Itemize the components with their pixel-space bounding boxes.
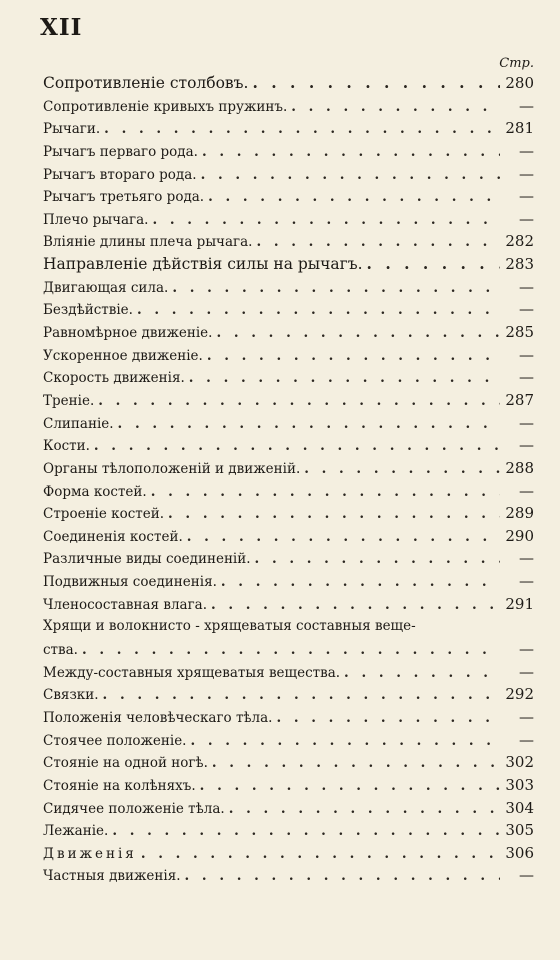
dot-leader xyxy=(212,752,500,775)
dot-leader xyxy=(190,730,500,753)
toc-entry xyxy=(43,525,534,548)
toc-entry-page: — xyxy=(519,345,534,364)
toc-entry-title: Кости. xyxy=(43,438,90,455)
dot-leader xyxy=(208,186,500,209)
toc-entry xyxy=(43,842,534,865)
page-number: XII xyxy=(40,14,83,41)
toc-entry xyxy=(43,344,534,367)
dot-leader xyxy=(172,277,500,300)
toc-entry-page: 280 xyxy=(505,74,534,92)
toc-entry-title: Рычаги. xyxy=(43,121,101,138)
toc-entry-title: Слипаніе. xyxy=(43,415,114,432)
toc-entry xyxy=(43,389,534,412)
dot-leader xyxy=(151,481,500,504)
toc-entry-page: — xyxy=(519,640,534,659)
toc-entry xyxy=(43,276,534,299)
dot-leader xyxy=(344,662,500,685)
toc-entry xyxy=(43,797,534,820)
toc-entry-title: Стоячее положеніе. xyxy=(43,732,187,749)
toc-entry-title: Между-составныя хрящеватыя вещества. xyxy=(43,664,341,681)
dot-leader xyxy=(367,253,500,276)
toc-entry-title: Членосоставная влага. xyxy=(43,596,207,613)
toc-entry-page: — xyxy=(519,662,534,681)
toc-entry xyxy=(43,683,534,706)
toc-entry xyxy=(43,230,534,253)
dot-leader xyxy=(118,413,500,436)
dot-leader xyxy=(137,299,500,322)
dot-leader xyxy=(202,141,500,164)
toc-entry xyxy=(43,366,534,389)
toc-entry-title: Рычагъ третьяго рода. xyxy=(43,189,205,206)
toc-entry-title: Органы тѣлоположеній и движеній. xyxy=(43,460,301,477)
dot-leader xyxy=(112,820,500,843)
toc-entry-page: 285 xyxy=(505,323,534,342)
toc-entry-title: Сидячее положеніе тѣла. xyxy=(43,800,225,817)
toc-entry-page: — xyxy=(519,277,534,296)
dot-leader xyxy=(98,390,500,413)
dot-leader xyxy=(291,96,500,119)
dot-leader xyxy=(185,865,500,888)
toc-entry xyxy=(43,321,534,344)
toc-entry-page: 283 xyxy=(505,255,534,274)
toc-entry-title: Различные виды соединеній. xyxy=(43,551,251,568)
toc-entry-page: — xyxy=(519,96,534,115)
dot-leader xyxy=(276,707,500,730)
dot-leader xyxy=(152,209,500,232)
toc-entry-page: 289 xyxy=(505,504,534,523)
dot-leader xyxy=(141,843,500,866)
toc-entry-page: 290 xyxy=(505,526,534,545)
toc-entry-page: 305 xyxy=(505,821,534,840)
dot-leader xyxy=(216,322,500,345)
toc-entry-title: Сопротивленіе кривыхъ пружинъ. xyxy=(43,98,288,115)
toc-entry-page: 292 xyxy=(505,685,534,704)
dot-leader xyxy=(104,118,500,141)
toc-entry xyxy=(43,729,534,752)
toc-entry-page: 288 xyxy=(505,458,534,477)
dot-leader xyxy=(256,231,500,254)
dot-leader xyxy=(221,571,500,594)
toc-entry xyxy=(43,864,534,887)
toc-entry-title: Связки. xyxy=(43,687,99,704)
toc-entry-page: 306 xyxy=(505,843,534,862)
toc-entry-title: Двигающая сила. xyxy=(43,279,169,296)
toc-entry xyxy=(43,638,534,661)
page-column-header: Стр. xyxy=(499,56,534,71)
dot-leader xyxy=(82,639,500,662)
toc-entry xyxy=(43,298,534,321)
toc-entry-title: Положенія человѣческаго тѣла. xyxy=(43,709,273,726)
toc-entry-title: Лежаніе. xyxy=(43,823,109,840)
toc-entry-title: Соединенія костей. xyxy=(43,528,183,545)
toc-entry-title: Бездѣйствіе. xyxy=(43,302,133,319)
toc-entry xyxy=(43,163,534,186)
toc-entry-title: Сопротивленіе столбовъ. xyxy=(43,74,249,92)
toc-entry-page: — xyxy=(519,300,534,319)
toc-entry-page: — xyxy=(519,481,534,500)
toc-entry-page: 304 xyxy=(505,798,534,817)
toc-entry-page: — xyxy=(519,141,534,160)
toc-entry-title: Стояніе на одной ногѣ. xyxy=(43,755,208,772)
toc-entry xyxy=(43,751,534,774)
dot-leader xyxy=(200,775,500,798)
toc-entry xyxy=(43,819,534,842)
dot-leader xyxy=(187,526,500,549)
dot-leader xyxy=(211,594,500,617)
toc-entry-page: 291 xyxy=(505,594,534,613)
toc-entry-title: Форма костей. xyxy=(43,483,147,500)
toc-entry-title: Рычагъ втораго рода. xyxy=(43,166,197,183)
dot-leader xyxy=(168,503,500,526)
dot-leader xyxy=(304,458,500,481)
toc-entry-title: Плечо рычага. xyxy=(43,211,149,228)
dot-leader xyxy=(207,345,500,368)
toc-entry-page: — xyxy=(519,866,534,885)
toc-entry xyxy=(43,661,534,684)
toc-entry-page: — xyxy=(519,436,534,455)
toc-entry xyxy=(43,480,534,503)
toc-entry-title: Вліяніе длины плеча рычага. xyxy=(43,234,253,251)
toc-entry-page: — xyxy=(519,549,534,568)
toc-entry-page: 303 xyxy=(505,775,534,794)
dot-leader xyxy=(94,435,500,458)
dot-leader xyxy=(103,684,500,707)
dot-leader xyxy=(189,367,500,390)
toc-entry-page: — xyxy=(519,707,534,726)
toc-entry-title: Ускоренное движеніе. xyxy=(43,347,203,364)
toc-entry xyxy=(43,117,534,140)
toc-entry-page: — xyxy=(519,164,534,183)
toc-entry-page: 282 xyxy=(505,232,534,251)
toc-entry-page: — xyxy=(519,209,534,228)
toc-entry-title: Равномѣрное движеніе. xyxy=(43,325,213,342)
toc-entry xyxy=(43,95,534,118)
dot-leader xyxy=(229,798,500,821)
toc-entry-title: ства. xyxy=(43,642,78,659)
toc-entry-page: — xyxy=(519,413,534,432)
toc-entry xyxy=(43,502,534,525)
toc-entry xyxy=(43,253,534,276)
toc-entry-page: — xyxy=(519,730,534,749)
dot-leader xyxy=(201,164,500,187)
toc-entry-title: Движенія xyxy=(43,845,137,862)
toc-entry xyxy=(43,72,534,95)
toc-entry-page: — xyxy=(519,572,534,591)
toc-entry-title: Строеніе костей. xyxy=(43,506,165,523)
dot-leader xyxy=(255,548,500,571)
toc-entry-title: Скорость движенія. xyxy=(43,370,185,387)
toc-entry-page: — xyxy=(519,368,534,387)
table-of-contents xyxy=(43,72,534,887)
toc-entry xyxy=(43,457,534,480)
toc-entry xyxy=(43,412,534,435)
toc-entry xyxy=(43,774,534,797)
toc-entry-title-line: Хрящи и волокнисто - хрящеватыя составныя веще- xyxy=(43,618,416,635)
toc-entry xyxy=(43,593,534,616)
toc-entry-title: Направленіе дѣйствія силы на рычагъ. xyxy=(43,255,363,274)
toc-entry-title: Частныя движенія. xyxy=(43,868,181,885)
toc-entry xyxy=(43,706,534,729)
toc-entry xyxy=(43,570,534,593)
toc-entry-title: Подвижныя соединенія. xyxy=(43,574,217,591)
toc-entry-title: Треніе. xyxy=(43,392,95,409)
toc-entry xyxy=(43,140,534,163)
toc-entry-page: 281 xyxy=(505,119,534,138)
toc-entry xyxy=(43,547,534,570)
toc-entry xyxy=(43,208,534,231)
toc-entry-title: Стояніе на колѣняхъ. xyxy=(43,777,196,794)
dot-leader xyxy=(252,72,500,95)
toc-entry-page: — xyxy=(519,187,534,206)
toc-entry-page: 287 xyxy=(505,390,534,409)
toc-entry-page: 302 xyxy=(505,753,534,772)
toc-entry xyxy=(43,434,534,457)
toc-entry xyxy=(43,185,534,208)
toc-entry-title: Рычагъ перваго рода. xyxy=(43,143,198,160)
